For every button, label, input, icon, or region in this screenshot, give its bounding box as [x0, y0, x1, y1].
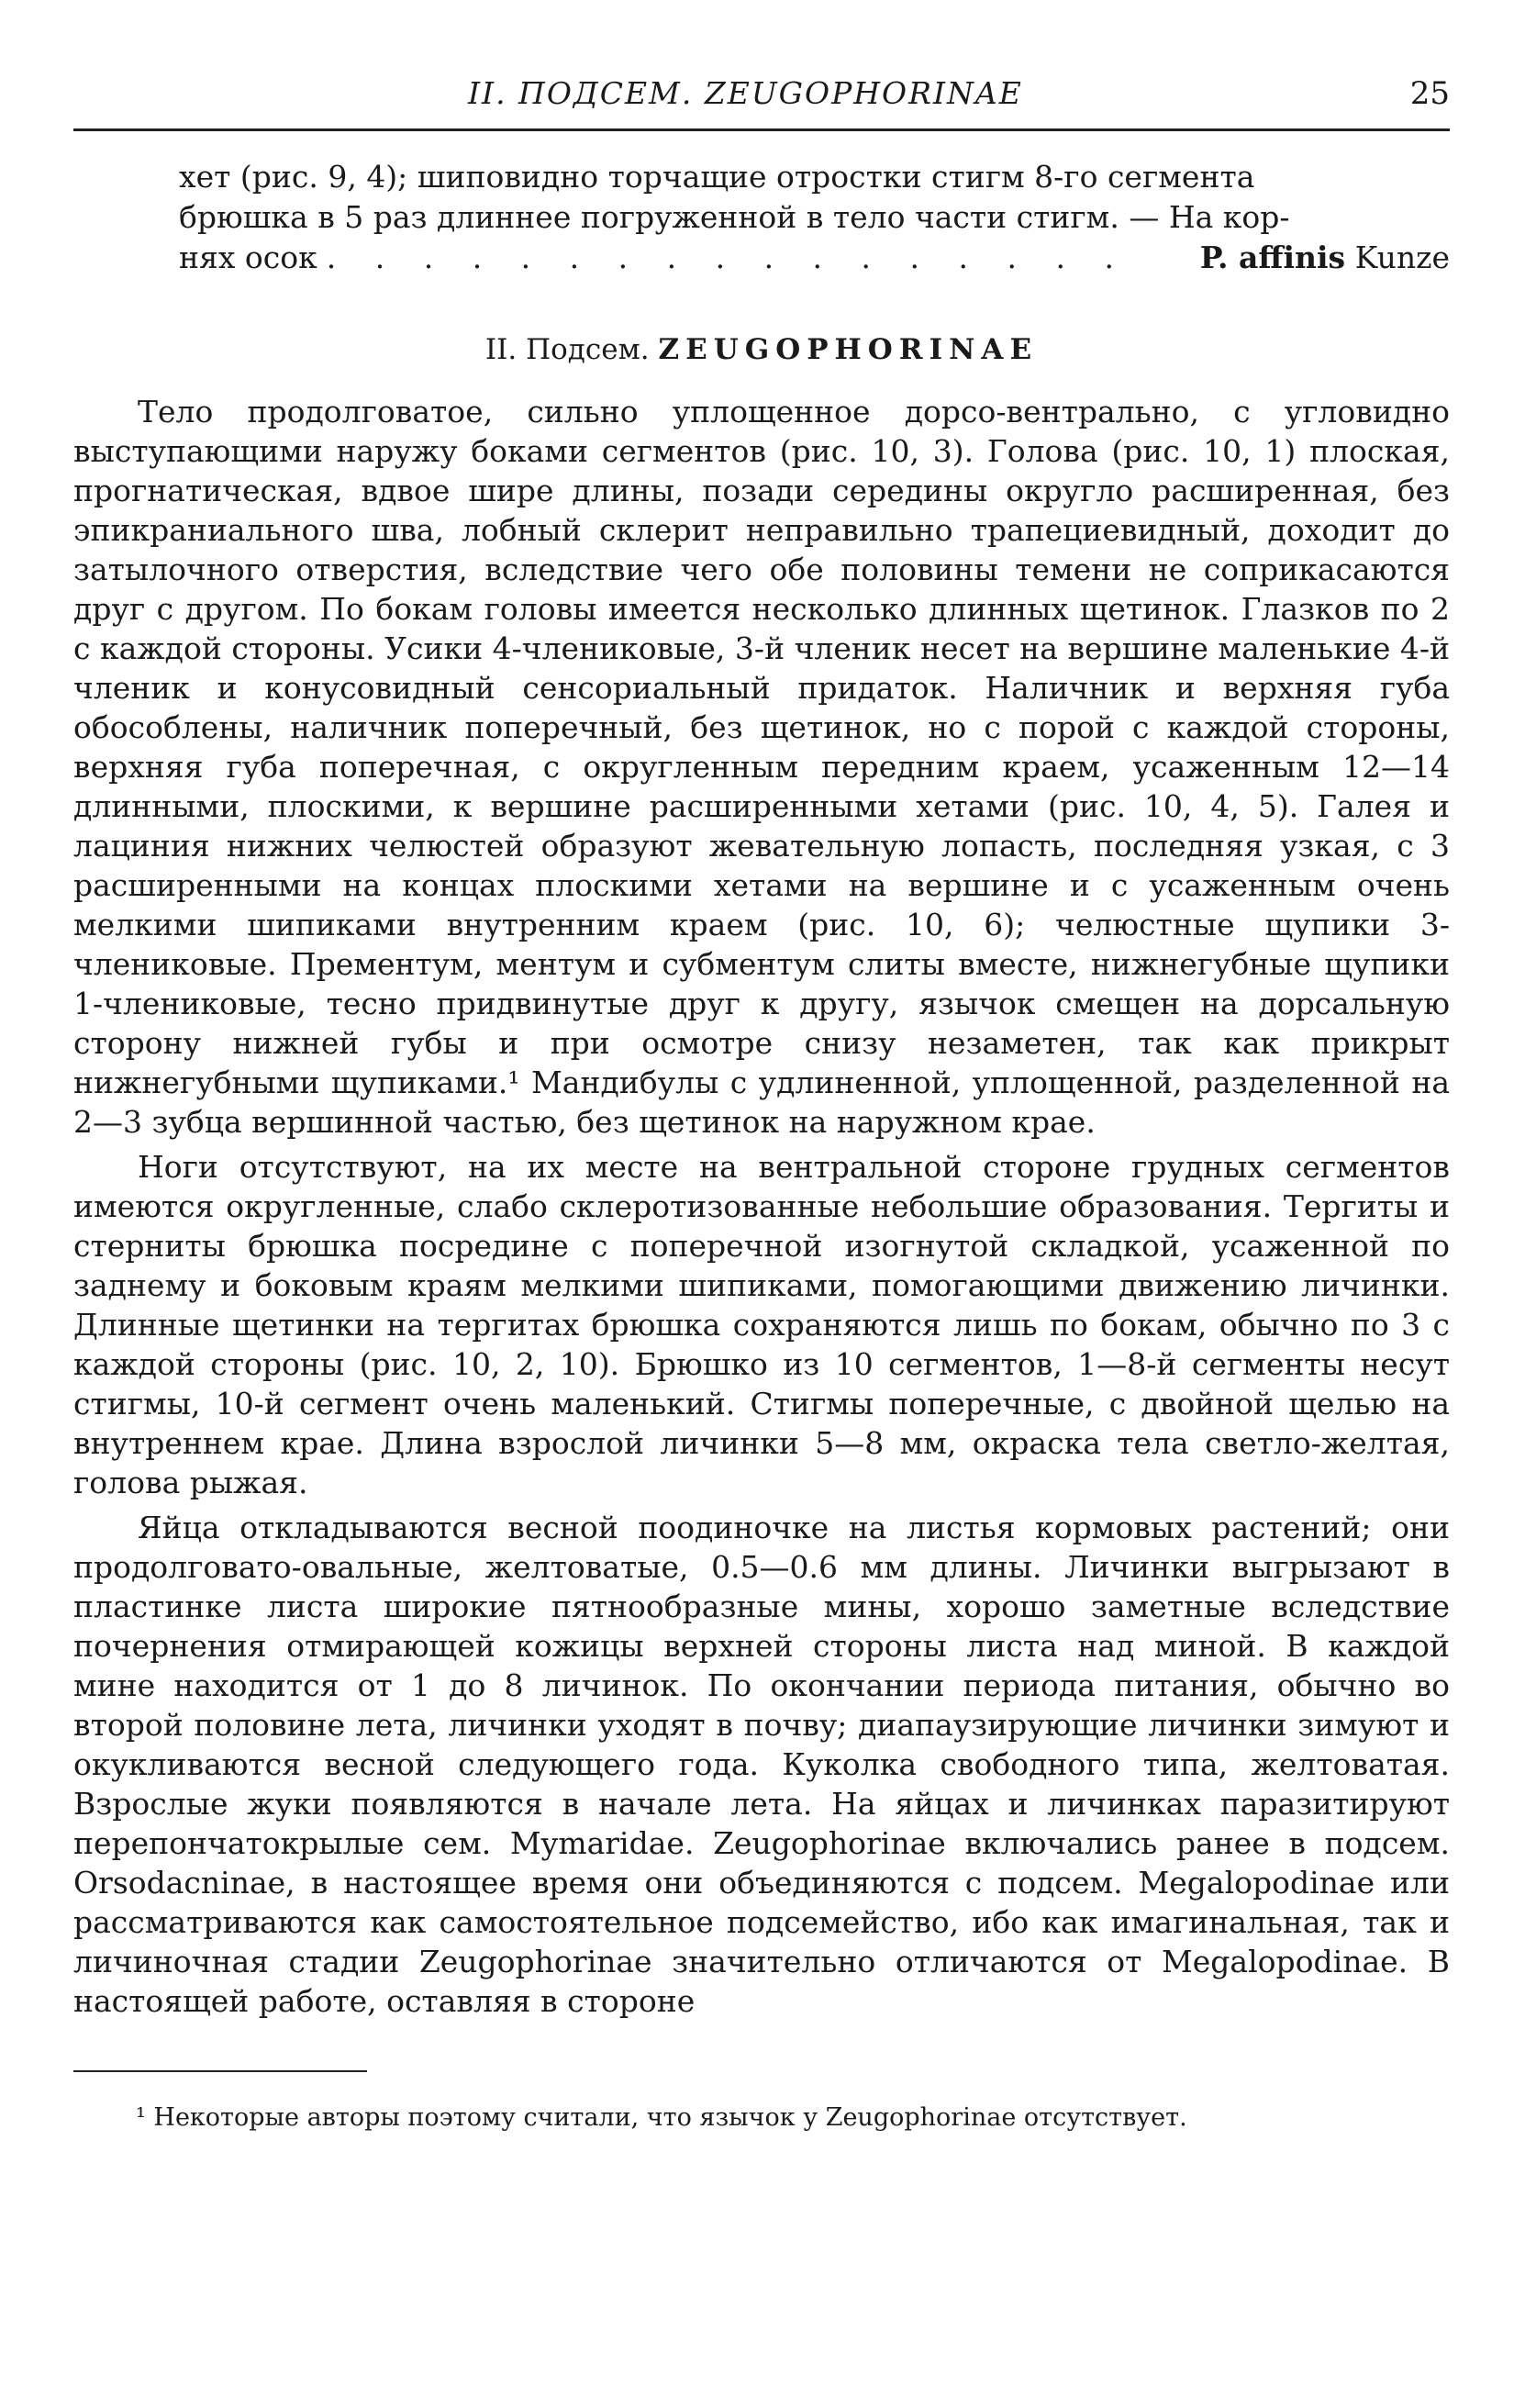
paragraph: Тело продолговатое, сильно уплощенное дорсо-вентрально, с угловидно выступающими наружу боками сегментов (рис. 10, 3). Голова (рис. 10, 1) плоская, прогнатическая, вдвое шире длины, позади середины округло расширенная, без эпикраниального шва, лобный склерит неправильно трапециевидный, доходит до затылочного отверстия, вследствие чего обе половины темени не соприкасаются друг с другом. По бокам головы имеется несколько длинных щетинок. Глазков по 2 с каждой стороны. Усики 4-члениковые, 3-й членик несет на вершине маленькие 4-й членик и конусовидный сенсориальный придаток. Наличник и верхняя губа обособлены, наличник поперечный, без щетинок, но с порой с каждой стороны, верхняя губа поперечная, с округленным передним краем, усаженным 12—14 длинными, плоскими, к вершине расширенными хетами (рис. 10, 4, 5). Галея и лациния нижних челюстей образуют жевательную лопасть, последняя узкая, с 3 расширенными на концах плоскими хетами на вершине и с усаженным очень мелкими шипиками внутренним краем (рис. 10, 6); челюстные щупики 3-члениковые. Прементум, ментум и субментум слиты вместе, нижнегубные щупики 1-члениковые, тесно придвинутые друг к другу, язычок смещен на дорсальную сторону нижней губы и при осмотре снизу незаметен, так как прикрыт нижнегубными щупиками.¹ Мандибулы с удлиненной, уплощенной, разделенной на 2—3 зубца вершинной частью, без щетинок на наружном крае. [73, 394, 1450, 1140]
species-name: P. affinis [1199, 240, 1346, 275]
footnote: ¹ Некоторые авторы поэтому считали, что язычок у Zeugophorinae отсутствует. [136, 2103, 1187, 2132]
section-taxon: ZEUGOPHORINAE [658, 333, 1039, 366]
key-entry-line: хет (рис. 9, 4); шиповидно торчащие отростки стигм 8-го сегмента [179, 159, 1255, 195]
body-text [73, 392, 1450, 2021]
leader-dots: . . . . . . . . . . . . . . . . . [326, 240, 1129, 275]
page-number: 25 [1409, 75, 1450, 112]
section-prefix: II. Подсем. [484, 333, 650, 366]
running-title: II. ПОДСЕМ. ZEUGOPHORINAE [468, 75, 1023, 111]
footnote-divider [73, 2070, 367, 2072]
key-entry-final-line [179, 238, 1450, 278]
paragraph: Ноги отсутствуют, на их месте на вентральной стороне грудных сегментов имеются округленные, слабо склеротизованные небольшие образования. Тергиты и стерниты брюшка посредине с поперечной изогнутой складкой, усаженной по заднему и боковым краям мелкими шипиками, помогающими движению личинки. Длинные щетинки на тергитах брюшка сохраняются лишь по бокам, обычно по 3 с каждой стороны (рис. 10, 2, 10). Брюшко из 10 сегментов, 1—8-й сегменты несут стигмы, 10-й сегмент очень маленький. Стигмы поперечные, с двойной щелью на внутреннем крае. Длина взрослой личинки 5—8 мм, окраска тела светло-желтая, голова рыжая. [73, 1149, 1450, 1500]
page-header [73, 64, 1450, 131]
key-entry-line: брюшка в 5 раз длиннее погруженной в тело части стигм. — На кор- [179, 199, 1290, 235]
species-author: Kunze [1354, 240, 1450, 275]
section-heading [73, 333, 1450, 366]
paragraph: Яйца откладываются весной поодиночке на листья кормовых растений; они продолговато-овальные, желтоватые, 0.5—0.6 мм длины. Личинки выгрызают в пластинке листа широкие пятнообразные мины, хорошо заметные вследствие почернения отмирающей кожицы верхней стороны листа над миной. В каждой мине находится от 1 до 8 личинок. По окончании периода питания, обычно во второй половине лета, личинки уходят в почву; диапаузирующие личинки зимуют и окукливаются весной следующего года. Куколка свободного типа, желтоватая. Взрослые жуки появляются в начале лета. На яйцах и личинках паразитируют перепончатокрылые сем. Mymaridae. Zeugophorinae включались ранее в подсем. Orsodacninae, в настоящее время они объединяются с подсем. Megalopodinae или рассматриваются как самостоятельное подсемейство, ибо как имагинальная, так и личиночная стадии Zeugophorinae значительно отличаются от Megalopodinae. В настоящей работе, оставляя в стороне [73, 1510, 1450, 2019]
key-entry [179, 157, 1450, 278]
key-entry-line-text: нях осок [179, 240, 317, 275]
book-page [73, 64, 1450, 2132]
